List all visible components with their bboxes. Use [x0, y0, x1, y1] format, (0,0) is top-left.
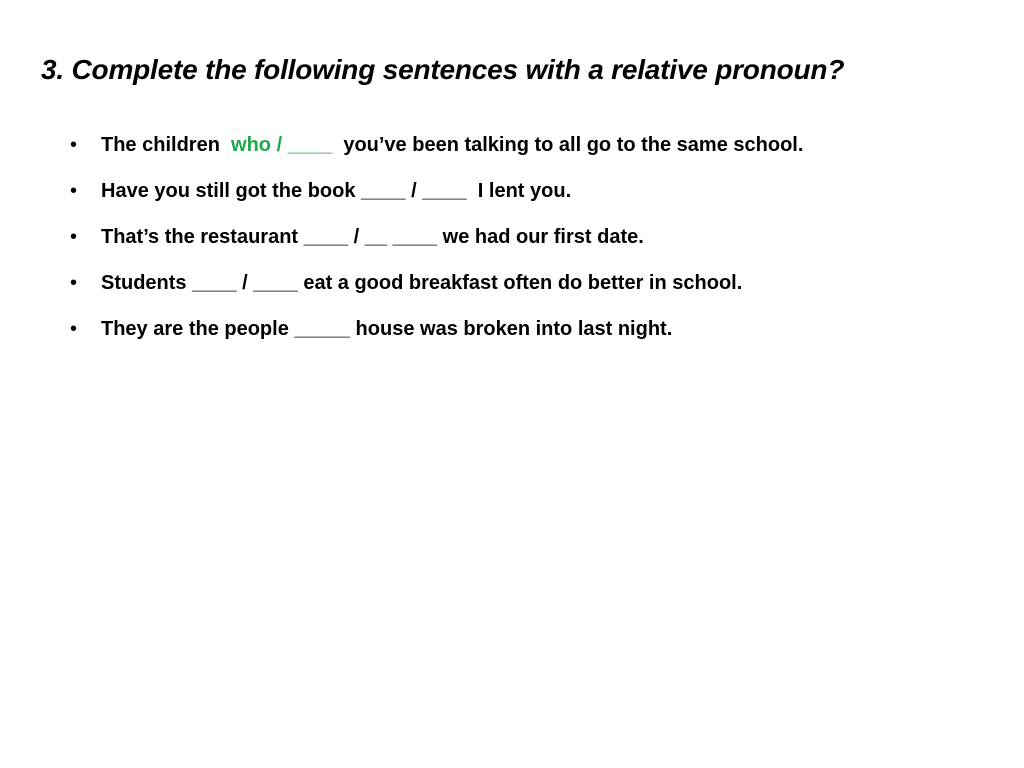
bullet-icon: •: [70, 134, 78, 156]
sentence-text: Have you still got the book ____ / ____ I lent you.: [101, 180, 572, 202]
sentence-text: They are the people _____ house was broken into last night.: [101, 318, 673, 340]
answer-rest: / ____: [271, 134, 333, 156]
sentence-item-5: [0, 311, 1024, 357]
sentence-item-3: [0, 219, 1024, 265]
bullet-icon: •: [70, 226, 78, 248]
answer-word: who / ____: [231, 134, 333, 156]
sentence-item-4: [0, 265, 1024, 311]
sentence-after: you’ve been talking to all go to the same school.: [332, 134, 804, 156]
bullet-icon: •: [70, 180, 78, 202]
bullet-icon: •: [70, 318, 78, 340]
sentence-list: [0, 127, 1024, 357]
bullet-icon: •: [70, 272, 78, 294]
slide-title: 3. Complete the following sentences with a relative pronoun?: [41, 54, 845, 85]
sentence-item-2: [0, 173, 1024, 219]
sentence-text: [101, 127, 803, 163]
sentence-text: Students ____ / ____ eat a good breakfast often do better in school.: [101, 272, 743, 294]
sentence-text: That’s the restaurant ____ / __ ____ we had our first date.: [101, 226, 644, 248]
sentence-before: The children: [101, 134, 232, 156]
sentence-item-1: [0, 127, 1024, 173]
